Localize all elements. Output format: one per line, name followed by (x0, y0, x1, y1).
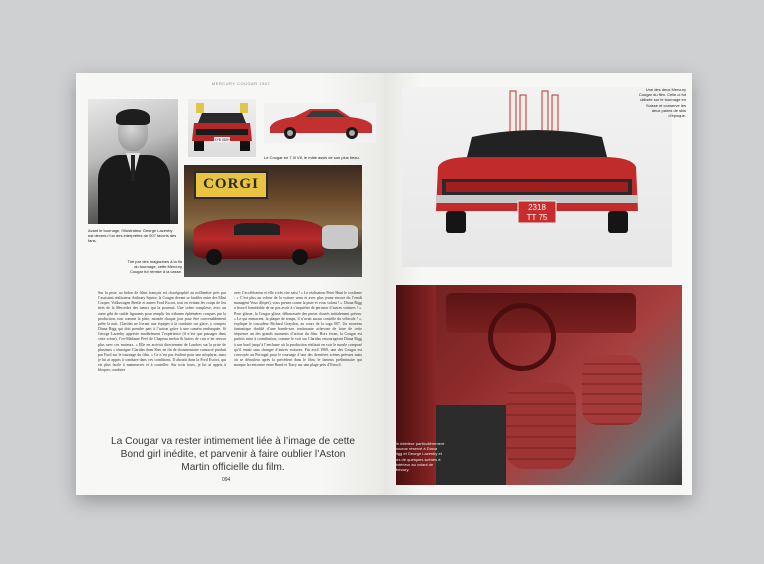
cougar-rear-photo (402, 87, 672, 267)
front-plate-text: XYB 352H (214, 138, 230, 142)
caption-interior-photo: Un intérieur particulièrement luxueux réservé à Diana Rigg et George Lazenby et lors de quelques scènes à l’intérieur au volant de Mercury. (394, 441, 445, 473)
magazine-spread (76, 73, 692, 495)
floor (436, 405, 506, 485)
pull-quote: La Cougar va rester intimement liée à l’image de cette Bond girl inédite, et parvenir à faire oublier l’Aston Martin officielle du film. (110, 436, 356, 473)
steering-wheel-icon (488, 303, 556, 371)
race-scene-photo (184, 165, 362, 277)
running-head: MERCURY COUGAR 1967 (211, 81, 271, 86)
cougar-front-photo (188, 99, 256, 157)
left-page (76, 73, 384, 495)
rear-plate-line2: TT 75 (526, 213, 548, 222)
caption-rear-photo: Une des deux Mercury Cougar du film. Celle-ci fut utilisée sur le tournage en Suisse et conserve les deux paires de skis d’époque. (638, 87, 686, 119)
actor-portrait-photo (88, 99, 178, 224)
rear-plate-line1: 2318 (528, 203, 546, 212)
right-page (384, 73, 692, 495)
race-cougar (194, 219, 324, 259)
rear-seat (582, 355, 642, 425)
caption-side-photo: Le Cougar en 7.0l V8, le mâle assis de son plus beau. (264, 155, 360, 160)
page-number: 094 (222, 477, 231, 483)
body-column-2: avec l’accélérateur et elle a très vite saisi ! » Le réalisateur Peter Hunt le confirme : « C’est plus un voleur de la voiture venu et avec plus jeune encore du l’emdi managent Vous d(ripet), vous prenez conne la piste et vous volant ! ». Diana Rigg a lecord formidable de ne pas avoir à s’inquiéter de percuter d’autres voitures ! ». Pour glisser, la Cougar glisse, débarrassée des pneus cloutés initialement prévus. « Le qui menacent, la plaque de temps, il n’avait aucun contrôle du véhicule ! », explique le cascadeur Richard Graydon, au cours de la saga 007. Un nouveau fantastique doublé d’une bande-son tonitruante achevant de faire de cette séquence un des grands moments d’action du film. Hors écran, la Cougar est parfois mise à contribution, comme le voit sur Claridas encourageant Diana Rigg à son bord jusqu’à l’enclume où la production réalisait en voir le moule composé qu’il entait sans changer d’autres voitures. Fin avril 1969, une des Cougar est convoyée au Portugal pour le tournage d’une des dernières scènes prévues mais où se déroulera après la précédent dans le film, le fameux préliminaire qui marque la rencontre entre Bond et Tracy sur une plage près d’Estoril. (234, 291, 362, 368)
cougar-side-photo (264, 103, 376, 143)
caption-race: Tiré par des magazines à la fin du tournage, cette Mercury Cougar fut remise à la casse. (127, 259, 182, 275)
caption-portrait: Avant le tournage, l’illustrateur George Lazenby est devenu l’un des interprètes de 007 favoris des fans. (88, 228, 177, 244)
corgi-sign: CORGI (194, 171, 268, 199)
mini-car (322, 225, 358, 249)
body-column-1: Sur la piste, au bidon de films français est chorégraphié au millimètre près par l’assistant réalisateur Anthony Squire, la Cougar devant se faufiler entre des Mini Cooper, Volkswagen Beetle et autres Ford Escort, tout en évitant les coups de feu tirés de la Mercedes des tueurs qui la poursuit. Une scène complexe, avec un autre gibi de stable figurants pour remplir les tribunes éphémères conçues par la production, tout comme la piste, montée chaque jour pour être convenablement prête la nuit. Claridas ne livrant aux équipes à la conduite sur glace, y compris Diana Rigg qui doit prendre part à l’action grâce à une caméra embarquée. Si George Lazenby apprécie modérément l’expérience (il n’est que passager dans cette scène), l’ex-Madame Peel de Chapeau melon & bottes de cuir n’en ressort plus avec ces moteurs. « Elle en arrivait directement de Londres sur la prise de plusieurs » témoigne Claridas dans Sher en fin de documentaire consacré produit par Ford sur le tournage du film. « Ce n’est pas évident pour une néophyte, mais je lui ai appris à conduire dans ces conditions. Il aboutit dans la Ford Escort, qui est plus facile à manœuvrer et à contrôler. Sur trois tours, je lui ai appris à bloquer, conduire (98, 291, 226, 373)
driver-seat (506, 383, 576, 469)
